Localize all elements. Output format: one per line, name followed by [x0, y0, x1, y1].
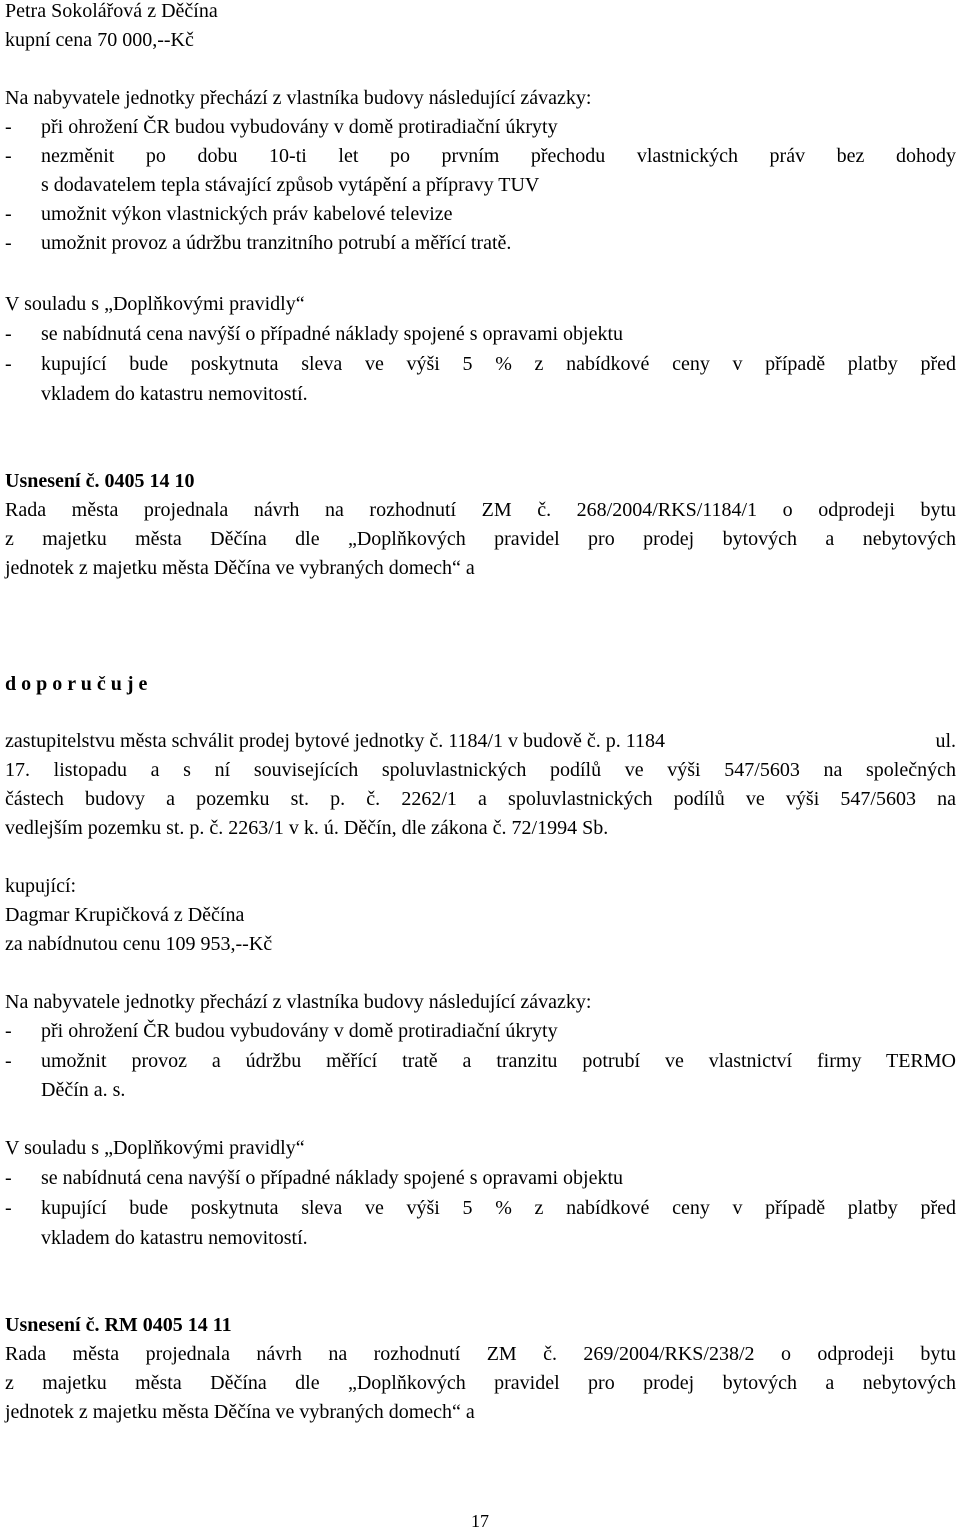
proposal-text: zastupitelstvu města schválit prodej bytové jednotky č. 1184/1 v budově č. p. 1184: [5, 730, 666, 752]
proposal-text: vedlejším pozemku st. p. č. 2263/1 v k. ú. Děčín, dle zákona č. 72/1994 Sb.: [5, 817, 609, 839]
resolution-text: jednotek z majetku města Děčína ve vybraných domech“ a: [5, 557, 475, 579]
list-dash: -: [5, 1020, 12, 1042]
list-item: umožnit provoz a údržbu měřící tratě a tranzitu potrubí ve vlastnictví firmy TERMO: [41, 1050, 956, 1072]
list-item: při ohrožení ČR budou vybudovány v domě protiradiační úkryty: [41, 116, 558, 138]
recommend-heading: d o p o r u č u j e: [5, 673, 148, 695]
buyer-name: Petra Sokolářová z Děčína: [5, 0, 218, 22]
page-number: 17: [471, 1511, 489, 1531]
buyer-label: kupující:: [5, 875, 77, 897]
proposal-text: 17. listopadu a s ní souvisejících spoluvlastnických podílů ve výši 547/5603 na společných: [5, 759, 956, 781]
list-dash: -: [5, 1050, 12, 1072]
list-dash: -: [5, 116, 12, 138]
purchase-price: kupní cena 70 000,--Kč: [5, 29, 194, 51]
list-dash: -: [5, 323, 12, 345]
resolution-number: 0405 14 10: [99, 470, 195, 492]
list-dash: -: [5, 145, 12, 167]
purchase-price: za nabídnutou cenu 109 953,--Kč: [5, 933, 273, 955]
buyer-name: Dagmar Krupičková z Děčína: [5, 904, 245, 926]
obligations-heading: Na nabyvatele jednotky přechází z vlastníka budovy následující závazky:: [5, 991, 592, 1013]
list-item-continuation: s dodavatelem tepla stávající způsob vytápění a přípravy TUV: [41, 174, 540, 196]
list-item: kupující bude poskytnuta sleva ve výši 5 % z nabídkové ceny v případě platby před: [41, 353, 956, 375]
resolution-text: z majetku města Děčína dle „Doplňkových pravidel pro prodej bytových a nebytových: [5, 1372, 956, 1394]
proposal-text-right: ul.: [935, 730, 956, 752]
list-item-continuation: vkladem do katastru nemovitostí.: [41, 383, 308, 405]
list-item: se nabídnutá cena navýší o případné náklady spojené s opravami objektu: [41, 1167, 624, 1189]
list-item-continuation: Děčín a. s.: [41, 1079, 126, 1101]
list-dash: -: [5, 353, 12, 375]
resolution-text: z majetku města Děčína dle „Doplňkových pravidel pro prodej bytových a nebytových: [5, 528, 956, 550]
resolution-text: jednotek z majetku města Děčína ve vybraných domech“ a: [5, 1401, 475, 1423]
list-dash: -: [5, 203, 12, 225]
rules-heading: V souladu s „Doplňkovými pravidly“: [5, 293, 305, 315]
list-item: umožnit provoz a údržbu tranzitního potrubí a měřící tratě.: [41, 232, 512, 254]
resolution-title: Usnesení č. RM 0405 14 11: [5, 1314, 232, 1336]
list-dash: -: [5, 232, 12, 254]
list-item: při ohrožení ČR budou vybudovány v domě protiradiační úkryty: [41, 1020, 558, 1042]
resolution-title: [5, 467, 194, 496]
proposal-text: částech budovy a pozemku st. p. č. 2262/1 a spoluvlastnických podílů ve výši 547/5603 na: [5, 788, 956, 810]
resolution-text: Rada města projednala návrh na rozhodnutí ZM č. 269/2004/RKS/238/2 o odprodeji bytu: [5, 1343, 956, 1365]
obligations-heading: Na nabyvatele jednotky přechází z vlastníka budovy následující závazky:: [5, 87, 592, 109]
list-item: nezměnit po dobu 10-ti let po prvním přechodu vlastnických práv bez dohody: [41, 145, 956, 167]
list-item: umožnit výkon vlastnických práv kabelové televize: [41, 203, 453, 225]
resolution-text: Rada města projednala návrh na rozhodnutí ZM č. 268/2004/RKS/1184/1 o odprodeji bytu: [5, 499, 956, 521]
list-item: kupující bude poskytnuta sleva ve výši 5 % z nabídkové ceny v případě platby před: [41, 1197, 956, 1219]
list-item-continuation: vkladem do katastru nemovitostí.: [41, 1227, 308, 1249]
resolution-label: Usnesení č.: [5, 470, 100, 492]
list-dash: -: [5, 1197, 12, 1219]
rules-heading: V souladu s „Doplňkovými pravidly“: [5, 1137, 305, 1159]
list-dash: -: [5, 1167, 12, 1189]
list-item: se nabídnutá cena navýší o případné náklady spojené s opravami objektu: [41, 323, 624, 345]
